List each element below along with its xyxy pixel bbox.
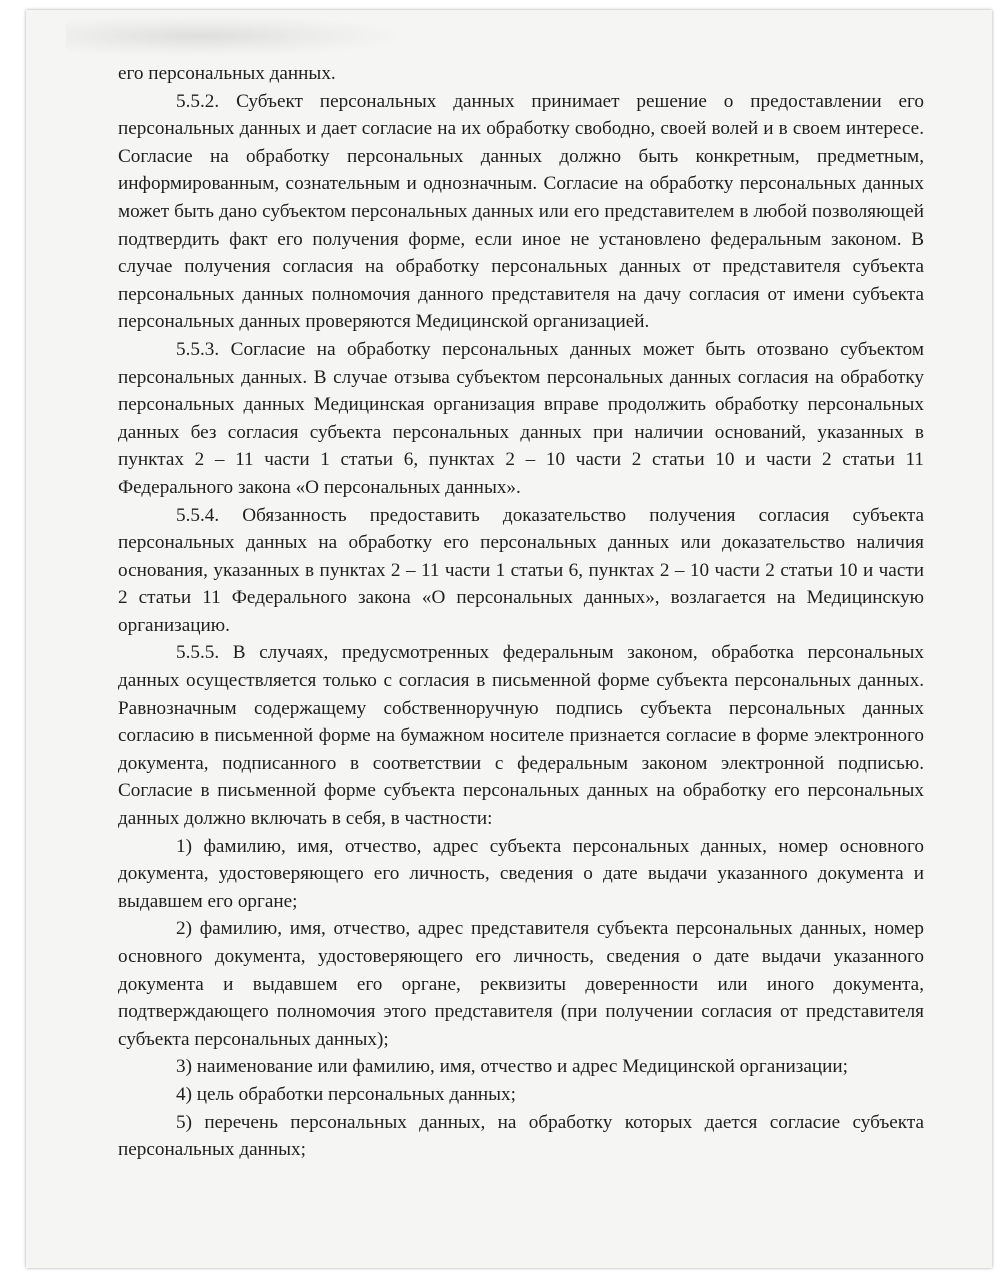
list-item-1: 1) фамилию, имя, отчество, адрес субъекта персональных данных, номер основного документа, удостоверяющего его личность, сведения о дате выдачи указанного документа и выдавшем его органе; bbox=[118, 835, 924, 912]
list-item-4: 4) цель обработки персональных данных; bbox=[176, 1083, 516, 1105]
paragraph-5-5-4: 5.5.4. Обязанность предоставить доказательство получения согласия субъекта персональных данных на обработку его персональных данных или доказательство наличия основания, указанных в пунктах 2 – 11 части 1 статьи 6, пунктах 2 – 10 части 2 статьи 10 и части 2 статьи 11 Федерального закона «О персональных данных», возлагается на Медицинскую организацию. bbox=[118, 504, 924, 636]
list-item-5: 5) перечень персональных данных, на обработку которых дается согласие субъекта персональных данных; bbox=[118, 1111, 924, 1161]
document-body bbox=[118, 60, 924, 1164]
list-item-2: 2) фамилию, имя, отчество, адрес представителя субъекта персональных данных, номер основного документа, удостоверяющего его личность, сведения о дате выдачи указанного документа и выдавшем его органе, реквизиты доверенности или иного документа, подтверждающего полномочия этого представителя (при получении согласия от представителя субъекта персональных данных); bbox=[118, 918, 924, 1050]
paragraph-continuation: его персональных данных. bbox=[118, 63, 336, 84]
scan-smudge bbox=[66, 16, 396, 56]
paragraph-5-5-5: 5.5.5. В случаях, предусмотренных федеральным законом, обработка персональных данных осуществляется только с согласия в письменной форме субъекта персональных данных. Равнозначным содержащему собственноручную подпись субъекта персональных данных согласию в письменной форме на бумажном носителе признается согласие в форме электронного документа, подписанного в соответствии с федеральным законом электронной подписью. Согласие в письменной форме субъекта персональных данных на обработку его персональных данных должно включать в себя, в частности: bbox=[118, 642, 924, 830]
paragraph-5-5-3: 5.5.3. Согласие на обработку персональных данных может быть отозвано субъектом персональных данных. В случае отзыва субъектом персональных данных согласия на обработку персональных данных Медицинская организация вправе продолжить обработку персональных данных без согласия субъекта персональных данных при наличии оснований, указанных в пунктах 2 – 11 части 1 статьи 6, пунктах 2 – 10 части 2 статьи 10 и части 2 статьи 11 Федерального закона «О персональных данных». bbox=[118, 338, 924, 498]
list-item-3: 3) наименование или фамилию, имя, отчество и адрес Медицинской организации; bbox=[176, 1056, 849, 1078]
paragraph-5-5-2: 5.5.2. Субъект персональных данных принимает решение о предоставлении его персональных данных и дает согласие на их обработку свободно, своей волей и в своем интересе. Согласие на обработку персональных данных должно быть конкретным, предметным, информированным, сознательным и однозначным. Согласие на обработку персональных данных может быть дано субъектом персональных данных или его представителем в любой позволяющей подтвердить факт его получения форме, если иное не установлено федеральным законом. В случае получения согласия на обработку персональных данных от представителя субъекта персональных данных полномочия данного представителя на дачу согласия от имени субъекта персональных данных проверяются Медицинской организацией. bbox=[118, 90, 924, 333]
